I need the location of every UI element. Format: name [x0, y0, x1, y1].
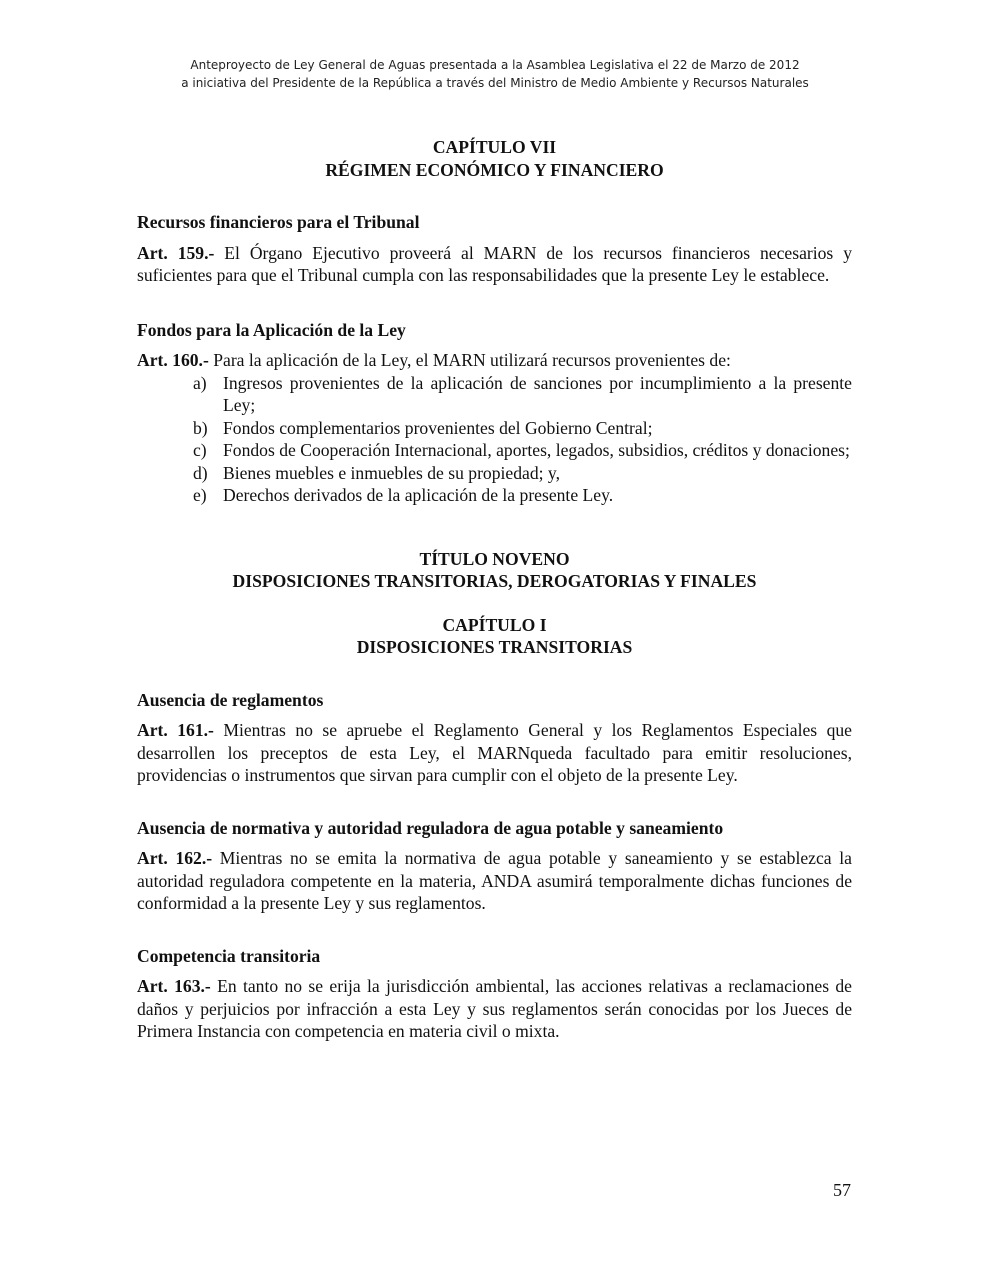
chapter-title: DISPOSICIONES TRANSITORIAS	[356, 637, 633, 657]
title-heading	[137, 548, 852, 593]
running-header	[0, 56, 990, 92]
list-item-text: Bienes muebles e inmuebles de su propiedad; y,	[223, 462, 560, 483]
article-heading: Competencia transitoria	[137, 945, 321, 966]
chapter-label: CAPÍTULO VII	[432, 137, 557, 157]
list-marker: a)	[193, 372, 207, 393]
chapter-heading	[137, 136, 852, 181]
article-number: Art. 160.-	[137, 350, 209, 370]
article-159	[137, 242, 852, 287]
article-163	[137, 975, 852, 1043]
list-marker: b)	[193, 417, 208, 438]
article-text: Mientras no se emita la normativa de agua potable y saneamiento y se establezca la autoridad reguladora competente en la materia, ANDA asumirá temporalmente dichas funciones de conformidad a la presente Ley y sus reglamentos.	[137, 848, 852, 913]
list-item	[193, 372, 852, 417]
title-label: TÍTULO NOVENO	[419, 548, 570, 569]
article-number: Art. 161.-	[137, 720, 214, 740]
article-text: En tanto no se erija la jurisdicción ambiental, las acciones relativas a reclamaciones de daños y perjuicios por infracción a esta Ley y sus reglamentos serán conocidas por los Jueces de Primera Instancia con competencia en materia civil o mixta.	[137, 976, 852, 1041]
funding-sources-list	[137, 372, 852, 507]
article-number: Art. 162.-	[137, 848, 213, 868]
article-heading: Fondos para la Aplicación de la Ley	[137, 319, 406, 340]
article-heading: Recursos financieros para el Tribunal	[137, 212, 420, 232]
list-item	[193, 417, 852, 440]
article-162	[137, 847, 852, 915]
chapter-heading	[137, 614, 852, 659]
chapter-label: CAPÍTULO I	[442, 614, 547, 635]
list-item	[193, 439, 852, 462]
article-number: Art. 163.-	[137, 976, 211, 996]
list-item	[193, 462, 852, 485]
list-marker: c)	[193, 440, 207, 460]
list-item-text: Fondos complementarios provenientes del Gobierno Central;	[223, 417, 653, 438]
page-body	[137, 136, 852, 1043]
article-161	[137, 719, 852, 787]
article-text: Para la aplicación de la Ley, el MARN utilizará recursos provenientes de:	[208, 350, 731, 370]
list-marker: e)	[193, 485, 207, 505]
page-number: 57	[833, 1180, 851, 1200]
list-item	[193, 484, 852, 507]
list-item-text: Fondos de Cooperación Internacional, aportes, legados, subsidios, créditos y donaciones;	[223, 440, 850, 460]
list-item-text: Derechos derivados de la aplicación de la presente Ley.	[223, 485, 614, 505]
article-heading: Ausencia de reglamentos	[137, 689, 324, 710]
article-160	[137, 349, 852, 372]
header-line-1: Anteproyecto de Ley General de Aguas presentada a la Asamblea Legislativa el 22 de Marzo de 2012	[190, 58, 800, 72]
article-heading: Ausencia de normativa y autoridad reguladora de agua potable y saneamiento	[137, 817, 724, 838]
article-text: Mientras no se apruebe el Reglamento General y los Reglamentos Especiales que desarrollen los preceptos de esta Ley, el MARNqueda facultado para emitir resoluciones, providencias o instrumentos que sirvan para cumplir con el objeto de la presente Ley.	[137, 720, 852, 785]
article-number: Art. 159.-	[137, 242, 215, 263]
article-text: El Órgano Ejecutivo proveerá al MARN de los recursos financieros necesarios y suficientes para que el Tribunal cumpla con las responsabilidades que la presente Ley le establece.	[137, 242, 852, 285]
title-name: DISPOSICIONES TRANSITORIAS, DEROGATORIAS Y FINALES	[232, 571, 757, 591]
list-marker: d)	[193, 462, 208, 483]
chapter-title: RÉGIMEN ECONÓMICO Y FINANCIERO	[325, 159, 664, 180]
list-item-text: Ingresos provenientes de la aplicación de sanciones por incumplimiento a la presente Ley;	[223, 372, 852, 415]
header-line-2: a iniciativa del Presidente de la República a través del Ministro de Medio Ambiente y Recursos Naturales	[181, 76, 809, 90]
